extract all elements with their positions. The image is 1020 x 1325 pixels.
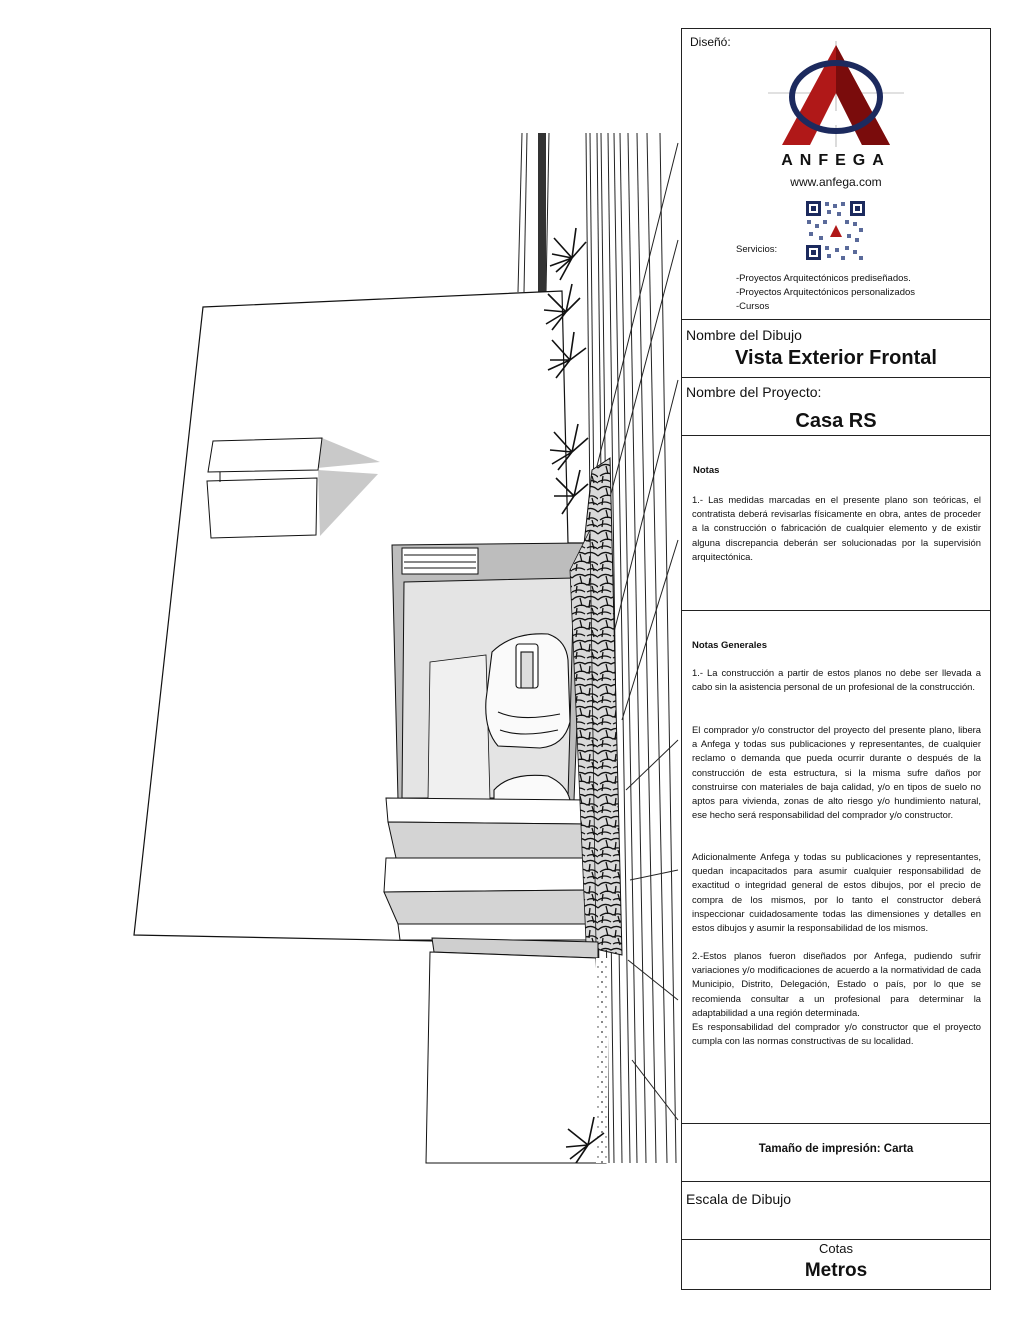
- units-label: Cotas: [819, 1241, 853, 1256]
- print-size-section: [682, 1124, 990, 1182]
- general-notes-title: Notas Generales: [692, 640, 767, 651]
- services-label: Servicios:: [736, 244, 778, 255]
- title-block: [681, 28, 991, 1290]
- drawing-name-value: Vista Exterior Frontal: [735, 347, 937, 369]
- garage: [392, 543, 584, 800]
- project-name-value: Casa RS: [795, 410, 877, 432]
- general-notes-paragraph: El comprador y/o constructor del proyecto del presente plano, libera a Anfega y todas sus publicaciones y representantes, de cualquier reclamo o demanda que pueda ocurrir durante o después de la construcción de esta estructura, si la misma sufre daños por construirse con materiales de baja calidad, y/o en tipos de suelo no aptos para vivienda, zonas de alto riesgo y/o hundimiento natural, ese hecho será responsabilidad del comprador y/o constructor.: [692, 724, 981, 821]
- notes-section: [682, 436, 990, 611]
- general-notes-paragraph: 2.-Estos planos fueron diseñados por Anfega, pudiendo sufrir variaciones y/o modificaciones de acuerdo a la normatividad de cada Municipio, Distrito, Delegación, Estado o país, por lo que se recomienda consultar a un profesional para determinar la adaptabilidad a una región determinada.: [692, 950, 981, 1018]
- project-name-section: [682, 378, 990, 436]
- service-item: -Cursos: [736, 301, 770, 312]
- design-section: [682, 29, 990, 320]
- drawing-name-section: [682, 320, 990, 378]
- entry-steps: [384, 798, 590, 940]
- anfega-logo: [768, 41, 904, 169]
- drawing-name-label: Nombre del Dibujo: [686, 327, 802, 343]
- service-item: -Proyectos Arquitectónicos personalizados: [736, 287, 916, 298]
- notes-title: Notas: [693, 465, 720, 476]
- general-notes-paragraph: Es responsabilidad del comprador y/o constructor que el proyecto cumpla con las normas constructivas de su localidad.: [692, 1021, 981, 1047]
- general-notes-section: [682, 611, 990, 1124]
- units-value: Metros: [804, 1260, 868, 1281]
- units-section: [682, 1240, 990, 1291]
- project-name-label: Nombre del Proyecto:: [686, 384, 822, 400]
- website: www.anfega.com: [790, 175, 882, 189]
- services-list: [736, 272, 915, 314]
- general-notes-paragraph: Adicionalmente Anfega y todas su publicaciones y representantes, quedan incapacitados para asumir cualquier responsabilidad de exactitud o integridad general de estos dibujos, por el precio de compra de los mismos, por lo tanto el constructor deberá inspeccionar cuidadosamente todas las dimensiones y detalles en estos dibujos y asumir la responsabilidad de los mismos.: [692, 851, 981, 934]
- general-notes-paragraph: 1.- La construcción a partir de estos planos no debe ser llevada a cabo sin la asistencia personal de un profesional de la construcción.: [692, 667, 981, 693]
- scale-label: Escala de Dibujo: [686, 1191, 792, 1207]
- notes-paragraph: 1.- Las medidas marcadas en el presente plano son teóricas, el contratista deberá revisarlas físicamente en obra, antes de proceder a la construcción o fabricación de cualquier elemento y de existir alguna discrepancia deberán ser solucionadas por la supervisión arquitectónica.: [692, 494, 981, 562]
- print-size-label: Tamaño de impresión: Carta: [758, 1143, 914, 1155]
- logo-word: ANFEGA: [781, 152, 891, 169]
- service-item: -Proyectos Arquitectónicos prediseñados.: [736, 273, 911, 284]
- qr-code-icon: [805, 200, 866, 261]
- scale-section: [682, 1182, 990, 1240]
- design-label: Diseñó:: [690, 35, 731, 49]
